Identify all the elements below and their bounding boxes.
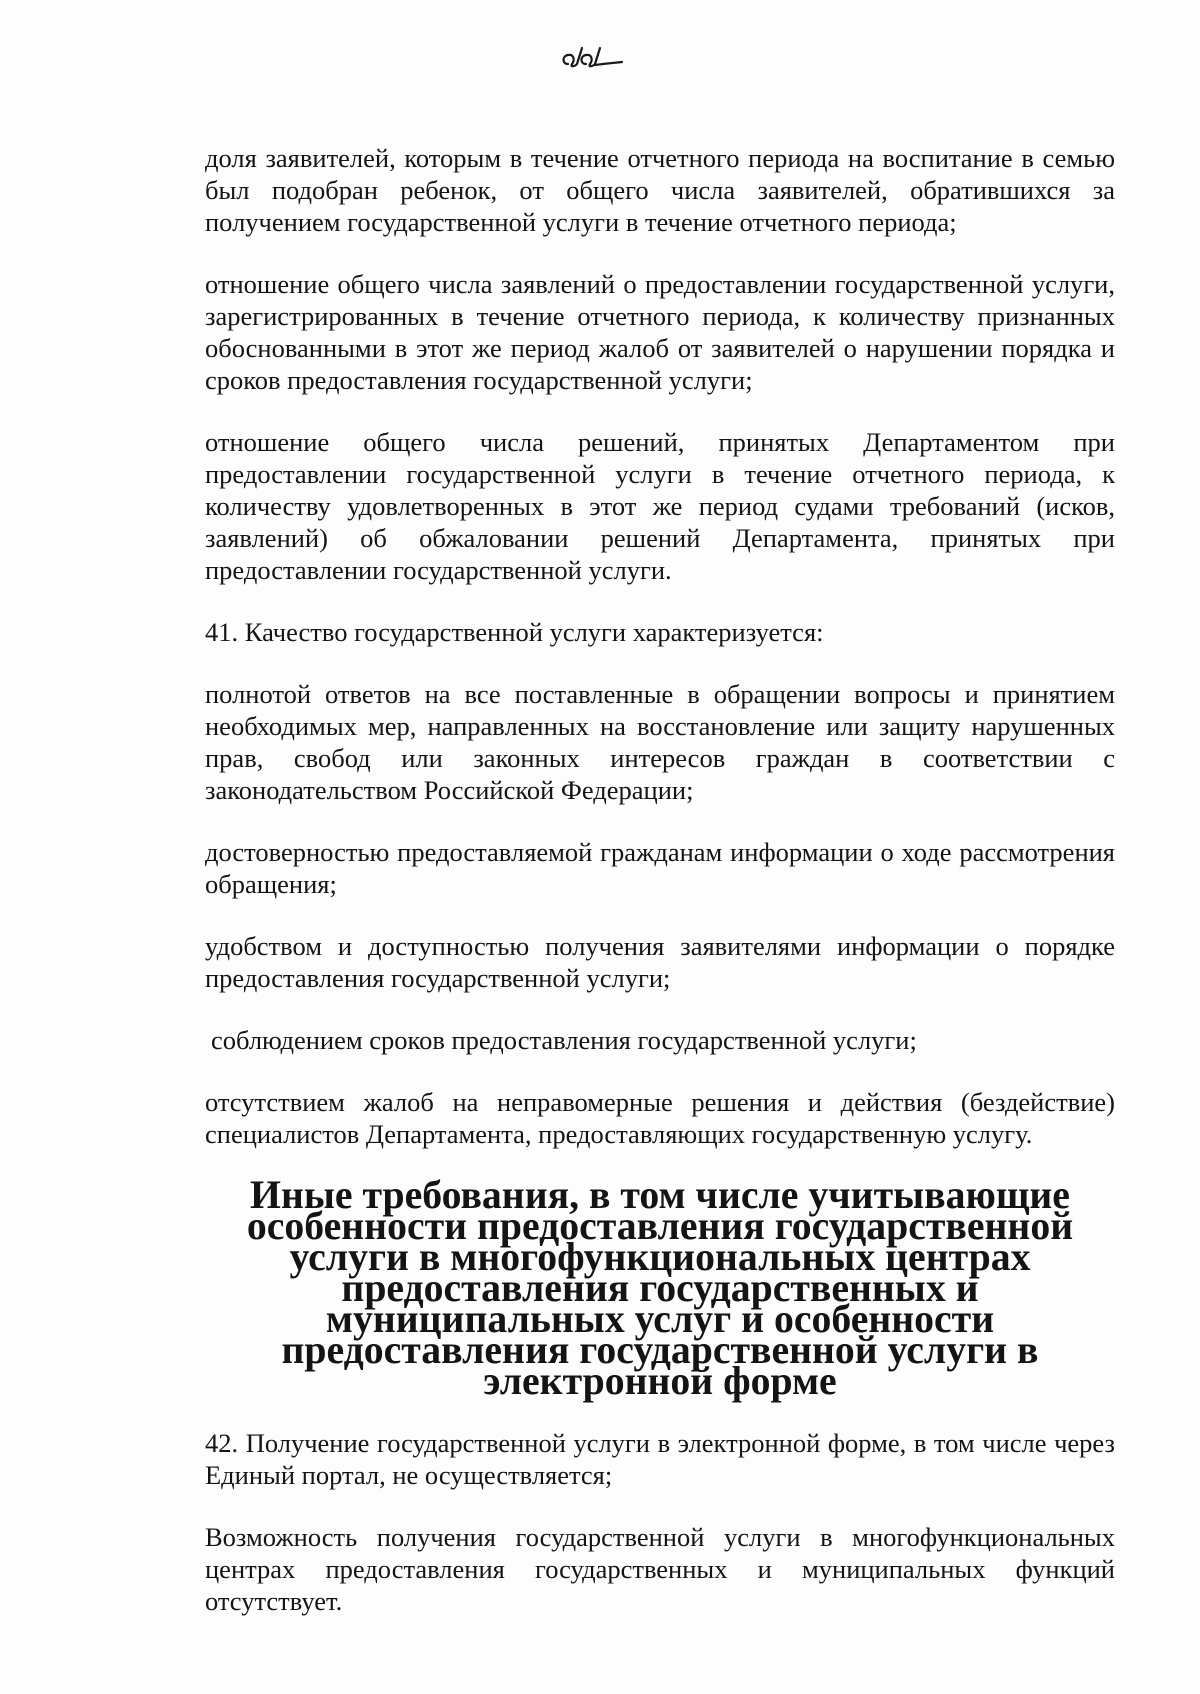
paragraph: отсутствием жалоб на неправомерные решения и действия (бездействие) специалистов Департамента, предоставляющих государственную услугу. <box>205 1087 1115 1149</box>
paragraph: отношение общего числа решений, принятых Департаментом при предоставлении государственной услуги в течение отчетного периода, к количеству удовлетворенных в этот же период судами требований (исков, заявлений) об обжаловании решений Департамента, принятых при предоставлении государственной услуги. <box>205 427 1115 585</box>
paragraph: отношение общего числа заявлений о предоставлении государственной услуги, зарегистрированных в течение отчетного периода, к количеству признанных обоснованными в этот же период жалоб от заявителей о нарушении порядка и сроков предоставления государственной услуги; <box>205 269 1115 395</box>
paragraph-item-42: 42. Получение государственной услуги в электронной форме, в том числе через Единый портал, не осуществляется; <box>205 1428 1115 1490</box>
page-number-text <box>560 80 561 81</box>
paragraph: удобством и доступностью получения заявителями информации о порядке предоставления государственной услуги; <box>205 931 1115 993</box>
paragraph: доля заявителей, которым в течение отчетного периода на воспитание в семью был подобран ребенок, от общего числа заявителей, обратившихся за получением государственной услуги в течение отчетного периода; <box>205 143 1115 237</box>
section-heading: Иные требования, в том числе учитывающие особенности предоставления государственной услуги в многофункциональных центрах предоставления государственных и муниципальных услуг и особенности предоставления государственной услуги в электронной форме <box>246 1173 1074 1403</box>
paragraph-item-41: 41. Качество государственной услуги характеризуется: <box>205 617 824 647</box>
document-body <box>205 142 1115 1647</box>
handwritten-page-number <box>560 40 630 80</box>
page-number <box>560 40 630 80</box>
paragraph: достоверностью предоставляемой гражданам информации о ходе рассмотрения обращения; <box>205 837 1115 899</box>
paragraph: Возможность получения государственной услуги в многофункциональных центрах предоставления государственных и муниципальных функций отсутствует. <box>205 1522 1115 1616</box>
paragraph: соблюдением сроков предоставления государственной услуги; <box>211 1025 917 1055</box>
paragraph: полнотой ответов на все поставленные в обращении вопросы и принятием необходимых мер, направленных на восстановление или защиту нарушенных прав, свобод или законных интересов граждан в соответствии с законодательством Российской Федерации; <box>205 679 1115 805</box>
